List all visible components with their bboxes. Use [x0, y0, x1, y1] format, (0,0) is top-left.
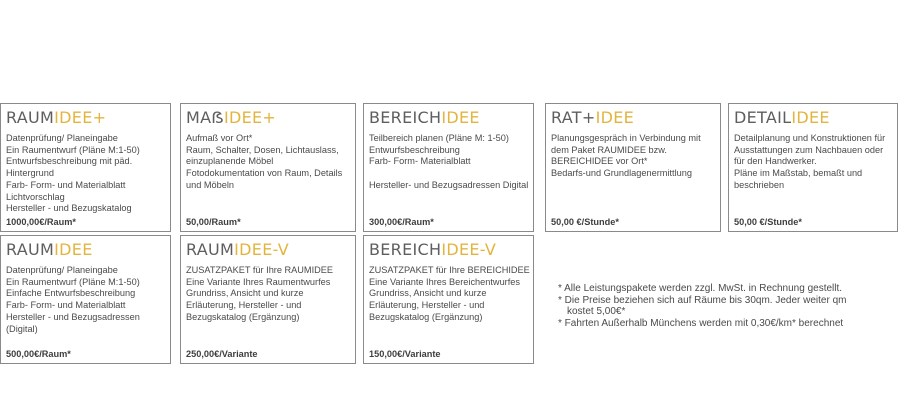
- package-price: 300,00€/Raum*: [369, 217, 434, 227]
- package-description: Detailplanung und Konstruktionen für Ausstattungen zum Nachbauen oder für den Handwerker. Pläne im Maßstab, bemaßt und beschrieben: [734, 133, 886, 190]
- package-title: BEREICHIDEE: [369, 108, 480, 127]
- package-card-raumidee: [0, 235, 171, 364]
- package-title: RAUMIDEE-V: [186, 240, 289, 259]
- package-price: 50,00/Raum*: [186, 217, 241, 227]
- package-title: RAUMIDEE: [6, 240, 93, 259]
- package-description: Datenprüfung/ Planeingabe Ein Raumentwurf (Pläne M:1-50) Einfache Entwurfsbeschreibung Farb- Form- und Materialblatt Hersteller - und Bezugsadressen (Digital): [6, 265, 140, 334]
- package-title: BEREICHIDEE-V: [369, 240, 497, 259]
- package-description: Aufmaß vor Ort* Raum, Schalter, Dosen, Lichtauslass, einzuplanende Möbel Fotodokumentation von Raum, Details und Möbeln: [186, 133, 343, 190]
- package-description: ZUSATZPAKET für Ihre RAUMIDEE Eine Variante Ihres Raumentwurfes Grundriss, Ansicht und kurze Erläuterung, Hersteller - und Bezugskatalog (Ergänzung): [186, 265, 334, 322]
- package-card-bereichidee: [363, 103, 534, 232]
- package-description: Datenprüfung/ Planeingabe Ein Raumentwurf (Pläne M:1-50) Entwurfsbeschreibung mit päd. Hintergrund Farb- Form- und Materialblatt Lichtvorschlag Hersteller - und Bezugskatalog: [6, 133, 140, 214]
- package-description: Teilbereich planen (Pläne M: 1-50) Entwurfsbeschreibung Farb- Form- Materialblatt Hersteller- und Bezugsadressen Digital: [369, 133, 529, 190]
- package-title: DETAILIDEE: [734, 108, 830, 127]
- package-title: RAUMIDEE+: [6, 108, 107, 127]
- package-description: Planungsgespräch in Verbindung mit dem Paket RAUMIDEE bzw. BEREICHIDEE vor Ort* Bedarfs-und Grundlagenermittlung: [551, 133, 701, 179]
- footnote-travel: * Fahrten Außerhalb Münchens werden mit 0,30€/km* berechnet: [558, 317, 844, 329]
- package-card-rat-plus-idee: [545, 103, 721, 232]
- package-card-bereichidee-v: [363, 235, 534, 364]
- footnote-room-size: * Die Preise beziehen sich auf Räume bis 30qm. Jeder weiter qm kostet 5,00€*: [558, 294, 847, 318]
- package-price: 50,00 €/Stunde*: [551, 217, 619, 227]
- package-title: MAẞIDEE+: [186, 108, 277, 127]
- package-card-raumidee-plus: [0, 103, 171, 232]
- package-price: 50,00 €/Stunde*: [734, 217, 802, 227]
- package-price: 1000,00€/Raum*: [6, 217, 76, 227]
- package-description: ZUSATZPAKET für Ihre BEREICHIDEE Eine Variante Ihres Bereichentwurfes Grundriss, Ansicht und kurze Erläuterung, Hersteller - und Bezugskatalog (Ergänzung): [369, 265, 530, 322]
- package-card-detailidee: [728, 103, 898, 232]
- footnote-vat: * Alle Leistungspakete werden zzgl. MwSt. in Rechnung gestellt.: [558, 283, 843, 294]
- package-card-raumidee-v: [180, 235, 356, 364]
- package-price: 150,00€/Variante: [369, 349, 441, 359]
- package-title: RAT+IDEE: [551, 108, 635, 127]
- package-price: 250,00€/Variante: [186, 349, 258, 359]
- package-card-massidee-plus: [180, 103, 356, 232]
- footnotes: [558, 283, 858, 329]
- package-price: 500,00€/Raum*: [6, 349, 71, 359]
